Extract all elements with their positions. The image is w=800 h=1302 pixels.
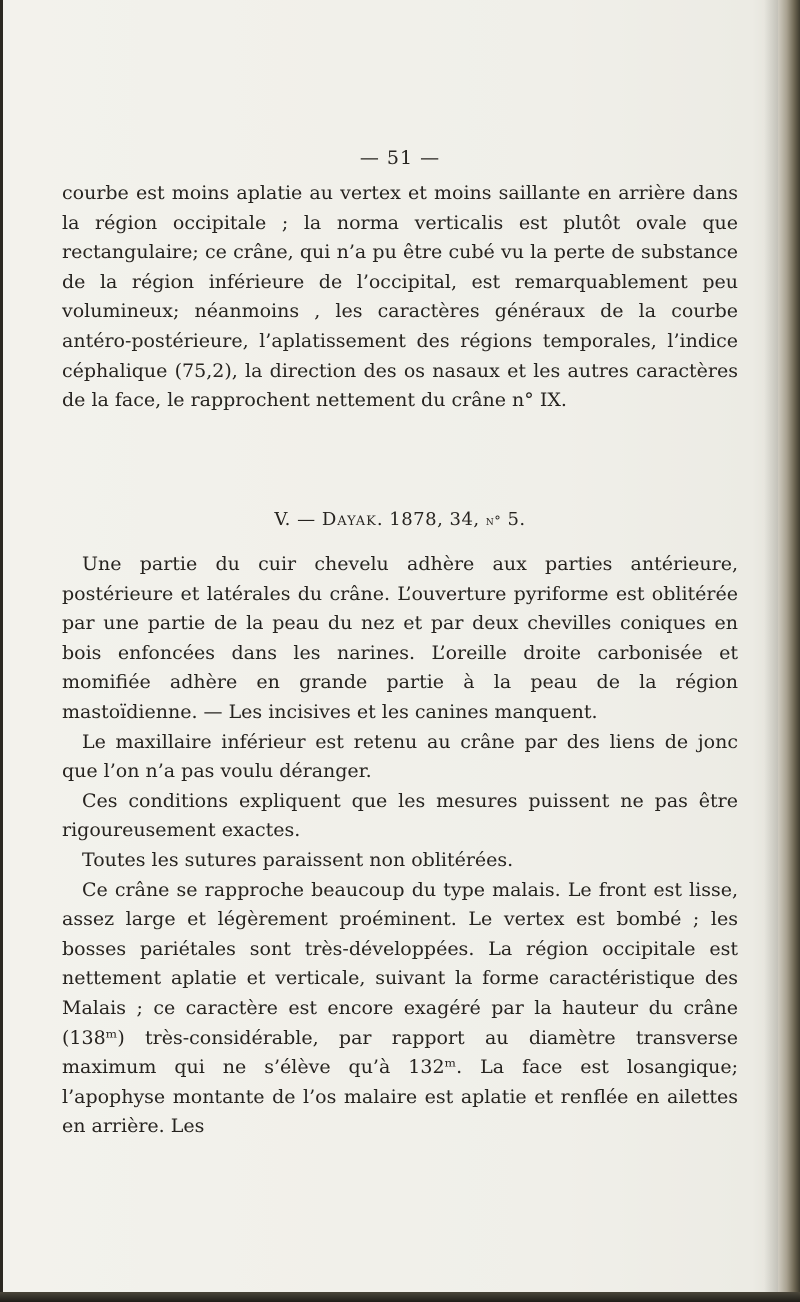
section-rest: . 1878, 34,: [376, 509, 486, 530]
section-no-value: 5.: [501, 509, 526, 530]
section-name: Dayak: [321, 509, 377, 530]
paragraph: Une partie du cuir chevelu adhère aux parties antérieure, postérieure et latérales du crâne. L’ouverture pyriforme est oblitérée par une partie de la peau du nez et par deux chevilles coniques en bois enfoncées dans les narines. L’oreille droite carbonisée et momifiée adhère en grande partie à la peau de la région mastoïdienne. — Les incisives et les canines manquent.: [62, 553, 738, 723]
section-no-label: n°: [485, 514, 502, 529]
section-heading: [0, 508, 800, 534]
gutter-shadow: [764, 0, 778, 1302]
section-prefix: V. —: [274, 509, 322, 530]
page-left-edge: [0, 0, 3, 1292]
page-number: — 51 —: [359, 147, 441, 169]
paragraph: Ce crâne se rapproche beaucoup du type malais. Le front est lisse, assez large et légèrement proéminent. Le vertex est bombé ; les bosses pariétales sont très-développées. La région occipitale est nettement aplatie et verticale, suivant la forme caractéristique des Malais ; ce caractère est encore exagéré par la hauteur du crâne (138ᵐ) très-considérable, par rapport au diamètre transverse maximum qui ne s’élève qu’à 132ᵐ. La face est losangique; l’apophyse montante de l’os malaire est aplatie et renflée en ailettes en arrière. Les: [62, 878, 738, 1138]
paragraph-intro: courbe est moins aplatie au vertex et moins saillante en arrière dans la région occipitale ; la norma verticalis est plutôt ovale que rectangulaire; ce crâne, qui n’a pu être cubé vu la perte de substance de la région inférieure de l’occipital, est remarquablement peu volumineux; néanmoins , les caractères généraux de la courbe antéro-postérieure, l’aplatissement des régions temporales, l’indice céphalique (75,2), la direction des os nasaux et les autres caractères de la face, le rapprochent nettement du crâne n° IX.: [62, 182, 738, 412]
book-spine: [778, 0, 800, 1302]
page-bottom-edge: [0, 1292, 800, 1302]
paragraph: Ces conditions expliquent que les mesures puissent ne pas être rigoureusement exactes.: [62, 789, 738, 842]
paragraph: Le maxillaire inférieur est retenu au crâne par des liens de jonc que l’on n’a pas voulu déranger.: [62, 730, 738, 783]
paragraph: Toutes les sutures paraissent non oblitérées.: [82, 848, 514, 871]
section-body: [62, 550, 738, 1142]
